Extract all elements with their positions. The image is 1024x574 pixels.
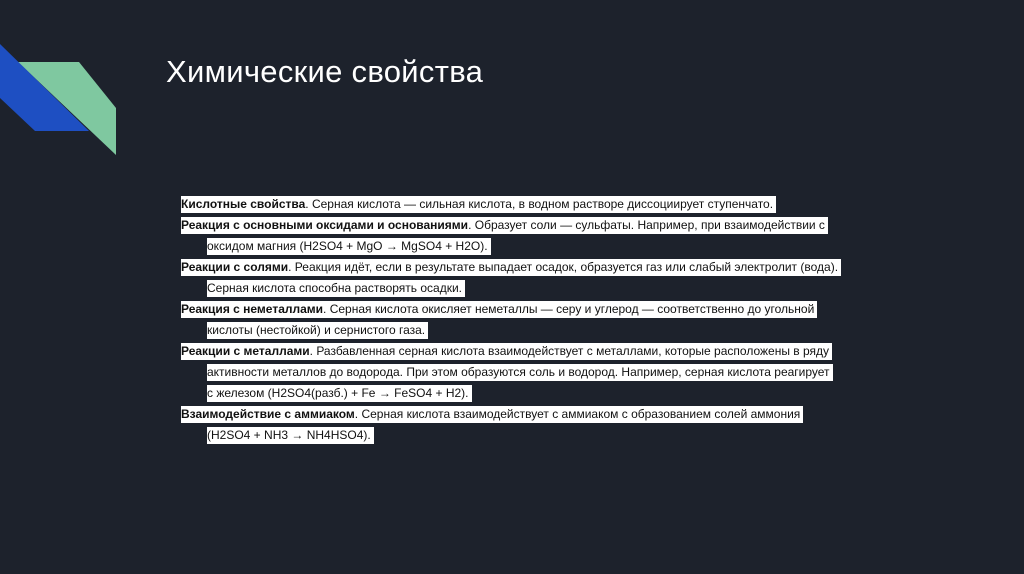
item-continuation: (H2SO4 + NH3 → NH4HSO4). — [207, 427, 374, 444]
item-continuation: кислоты (нестойкой) и сернистого газа. — [207, 322, 428, 339]
list-item-salts — [181, 257, 911, 299]
list-item-metals — [181, 341, 911, 404]
item-term: Реакция с основными оксидами и основаниями — [181, 218, 469, 232]
item-term: Кислотные свойства — [181, 197, 306, 211]
item-term: Взаимодействие с аммиаком — [181, 407, 355, 421]
item-term: Реакция с неметаллами — [181, 302, 324, 316]
item-text: . Серная кислота взаимодействует с аммиаком с образованием солей аммония — [354, 407, 801, 421]
item-continuation: активности металлов до водорода. При этом образуются соль и водород. Например, серная кислота реагирует — [207, 364, 833, 381]
item-text: . Реакция идёт, если в результате выпадает осадок, образуется газ или слабый электролит (вода). — [288, 260, 839, 274]
slide-title: Химические свойства — [166, 54, 484, 89]
item-text: . Серная кислота окисляет неметаллы — серу и углерод — соответственно до угольной — [323, 302, 815, 316]
item-continuation: с железом (H2SO4(разб.) + Fe → FeSO4 + H2). — [207, 385, 472, 402]
list-item-ammonia — [181, 404, 911, 446]
item-term: Реакции с металлами — [181, 344, 310, 358]
list-item-acid-properties — [181, 194, 911, 215]
slide-body-text — [181, 194, 911, 446]
list-item-nonmetals — [181, 299, 911, 341]
item-term: Реакции с солями — [181, 260, 289, 274]
item-continuation: оксидом магния (H2SO4 + MgO → MgSO4 + H2O). — [207, 238, 491, 255]
list-item-basic-oxides — [181, 215, 911, 257]
corner-accent-shape — [0, 0, 130, 170]
item-continuation: Серная кислота способна растворять осадки. — [207, 280, 465, 297]
item-text: . Серная кислота — сильная кислота, в водном растворе диссоциирует ступенчато. — [305, 197, 774, 211]
item-text: . Образует соли — сульфаты. Например, при взаимодействии с — [468, 218, 825, 232]
item-text: . Разбавленная серная кислота взаимодействует с металлами, которые расположены в ряду — [309, 344, 830, 358]
